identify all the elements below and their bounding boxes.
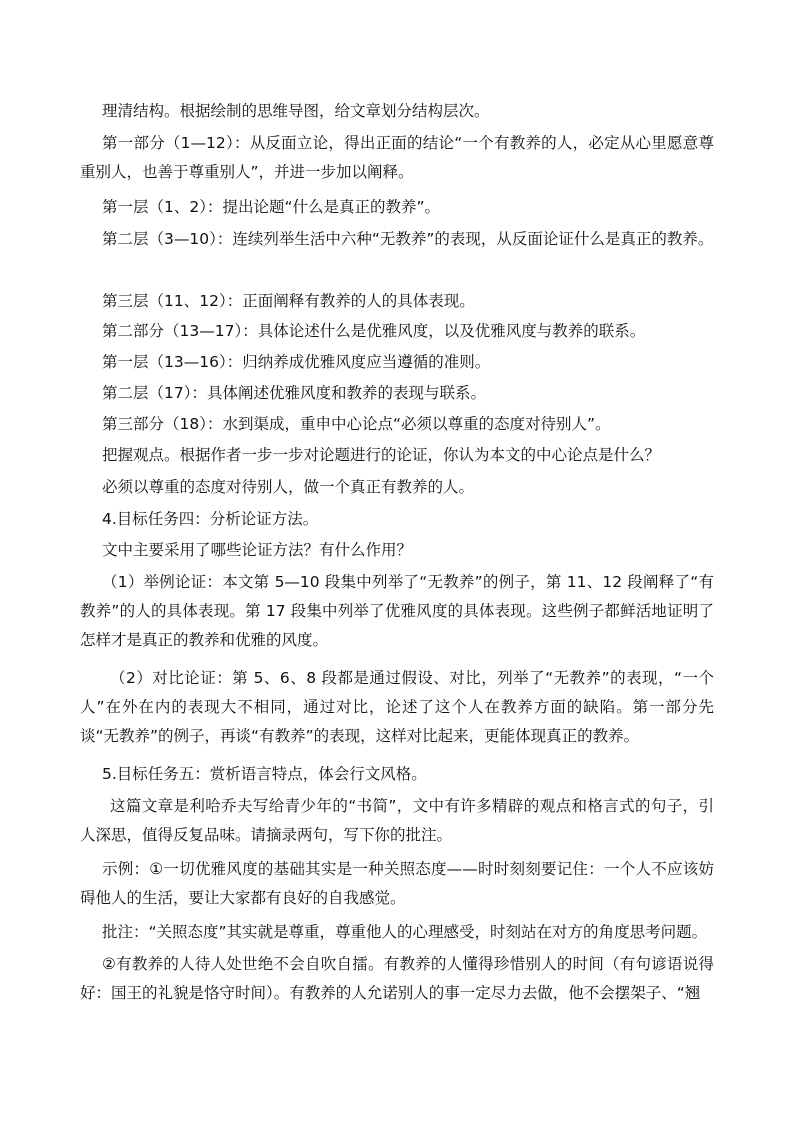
paragraph: 第一层（1、2）：提出论题“什么是真正的教养”。 xyxy=(102,198,441,216)
paragraph: 第二部分（13—17）：具体论述什么是优雅风度，以及优雅风度与教养的联系。 xyxy=(102,322,646,340)
paragraph: 第一部分（1—12）：从反面立论，得出正面的结论“一个有教养的人，必定从心里愿意尊重别人，也善于尊重别人”，并进一步加以阐释。 xyxy=(80,134,714,181)
paragraph: ②有教养的人待人处世绝不会自吹自擂。有教养的人懂得珍惜别人的时间（有句谚语说得好：国王的礼貌是恪守时间）。有教养的人允诺别人的事一定尽力去做，他不会摆架子、“翘 xyxy=(80,955,714,1002)
paragraph: 把握观点。根据作者一步一步对论题进行的论证，你认为本文的中心论点是什么？ xyxy=(102,446,661,464)
paragraph: 理清结构。根据绘制的思维导图，给文章划分结构层次。 xyxy=(102,102,490,120)
paragraph: 文中主要采用了哪些论证方法？有什么作用？ xyxy=(102,541,413,559)
paragraph: （2）对比论证：第 5、6、8 段都是通过假设、对比，列举了“无教养”的表现，“一个人”在外在内的表现大不相同，通过对比，论述了这个人在教养方面的缺陷。第一部分先谈“无教养”的例子，再谈“有教养”的表现，这样对比起来，更能体现真正的教养。 xyxy=(80,669,714,745)
paragraph: （1）举例论证：本文第 5—10 段集中列举了“无教养”的例子，第 11、12 段阐释了“有教养”的人的具体表现。第 17 段集中列举了优雅风度的具体表现。这些例子都鲜活地证明了怎样才是真正的教养和优雅的风度。 xyxy=(80,573,714,649)
section-heading: 5.目标任务五：赏析语言特点，体会行文风格。 xyxy=(102,765,427,783)
paragraph: 必须以尊重的态度对待别人，做一个真正有教养的人。 xyxy=(102,478,475,496)
paragraph: 第一层（13—16）：归纳养成优雅风度应当遵循的准则。 xyxy=(102,353,491,371)
paragraph: 示例：①一切优雅风度的基础其实是一种关照态度——时时刻刻要记住：一个人不应该妨碍他人的生活，要让大家都有良好的自我感觉。 xyxy=(80,860,714,907)
paragraph: 这篇文章是利哈乔夫写给青少年的“书简”，文中有许多精辟的观点和格言式的句子，引人深思，值得反复品味。请摘录两句，写下你的批注。 xyxy=(80,797,714,844)
paragraph: 第三层（11、12）：正面阐释有教养的人的具体表现。 xyxy=(102,292,475,310)
paragraph: 批注：“关照态度”其实就是尊重，尊重他人的心理感受，时刻站在对方的角度思考问题。 xyxy=(102,923,708,941)
paragraph: 第三部分（18）：水到渠成，重申中心论点“必须以尊重的态度对待别人”。 xyxy=(102,415,611,433)
paragraph: 第二层（17）：具体阐述优雅风度和教养的表现与联系。 xyxy=(102,384,486,402)
section-heading: 4.目标任务四：分析论证方法。 xyxy=(102,510,319,528)
paragraph: 第二层（3—10）：连续列举生活中六种“无教养”的表现，从反面论证什么是真正的教养。 xyxy=(102,230,714,248)
